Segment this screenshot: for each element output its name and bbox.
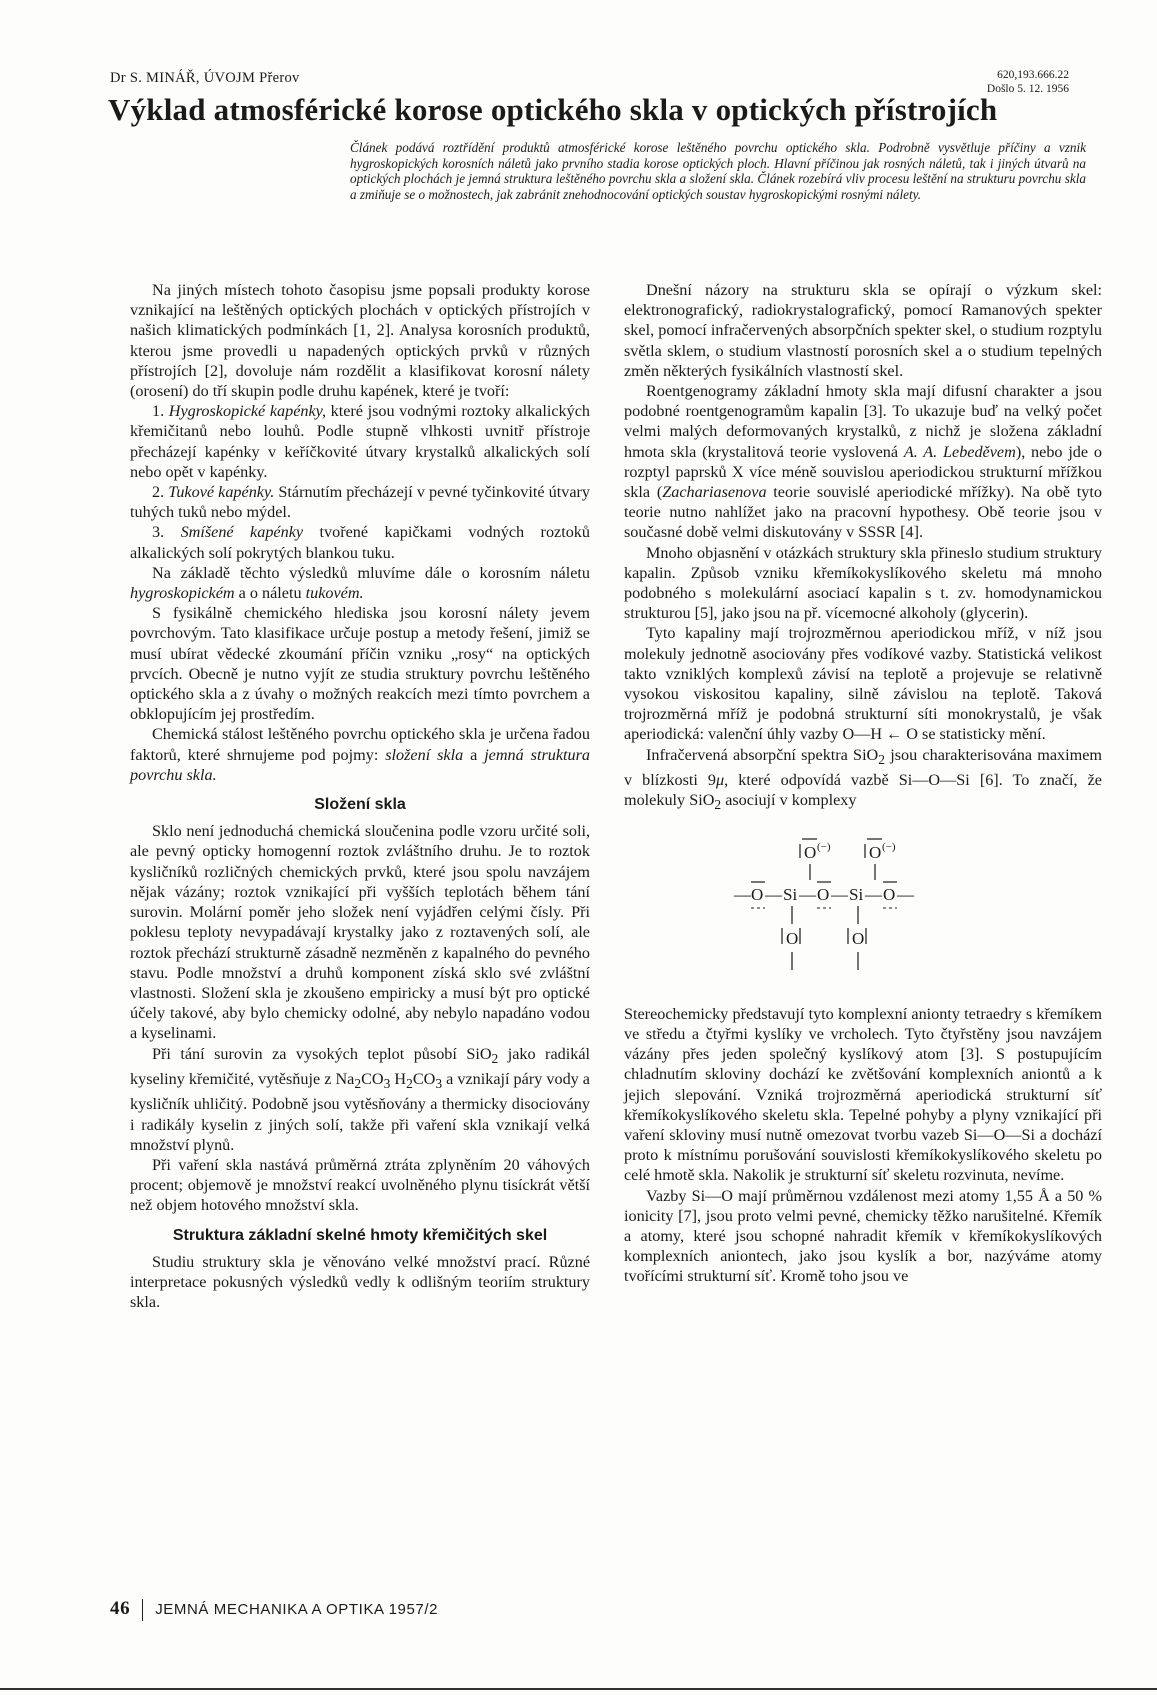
formula-atom: Si: [849, 884, 864, 904]
list-item: 3. Smíšené kapénky tvořené kapičkami vodných roztoků alkalických solí pokrytých blankou tuku.: [130, 523, 590, 562]
paragraph: Na základě těchto výsledků mluvíme dále o korosním náletu hygroskopickém a o náletu tukovém.: [130, 563, 590, 603]
formula-charge: (−): [882, 840, 896, 853]
formula-atom: O: [817, 884, 830, 904]
formula-atom: O: [883, 884, 896, 904]
paragraph: S fysikálně chemického hlediska jsou korosní nálety jevem povrchovým. Tato klasifikace určuje postup a metody řešení, jimiž se musí ubírat vědecké zkoumání příčin vzniku „rosy“ na optických prvcích. Obecně je nutno vyjít ze studia struktury povrchu leštěného optického skla a z úvahy o možných reakcích mezi tímto povrchem a obklopujícím jej prostředím.: [130, 604, 590, 724]
paragraph: Chemická stálost leštěného povrchu optického skla je určena řadou faktorů, které shrnujeme pod pojmy: složení skla a jemná struktura povrchu skla.: [130, 725, 591, 784]
author-line: Dr S. MINÁŘ, ÚVOJM Přerov: [110, 70, 300, 86]
formula-bond: —: [865, 884, 882, 904]
page-number: 46: [110, 1598, 131, 1619]
paragraph: Dnešní názory na strukturu skla se opírají o výzkum skel: elektronografický, radiokrystalografický, pomocí Ramanových spekter skel, pomocí infračervených absorpčních spekter skel, o studium rozptylu světla sklem, o studium vlastností porosních skel a o studium tepelných změn některých fysikálních vlastností skel.: [624, 281, 1102, 380]
formula-atom: Si: [783, 884, 798, 904]
left-column: [130, 280, 590, 1312]
paragraph: Při tání surovin za vysokých teplot působí SiO$_2$ jako radikál kyseliny křemičité, vytěsňuje z $Na_2CO_3$ $H_2CO_3$ a vznikají páry vody a kysličník uhličitý. Podobně jsou vytěsňovány a thermicky disociovány i radikály kyselin z jiných solí, takže při vaření skla vznikají velká množství plynů.: [130, 1044, 590, 1154]
paragraph: Na jiných místech tohoto časopisu jsme popsali produkty korose vznikající na leštěných optických plochách v optických přístrojích v našich klimatických podmínkách [1, 2]. Analysa korosních produktů, kterou jsme provedli u napadených optických prvků v různých přístrojích [2], dovoluje nám rozdělit a klasifikovat korosní nálety (orosení) do tří skupin podle druhu kapének, které je tvoří:: [130, 281, 590, 401]
section-heading: Struktura základní skelné hmoty křemičitých skel: [172, 1226, 548, 1244]
formula-charge: (−): [817, 840, 831, 853]
article-title: Výklad atmosférické korose optického skla v optických přístrojích: [108, 92, 998, 127]
footer-divider: [142, 1599, 143, 1621]
formula-atom: O: [852, 928, 865, 948]
formula-bond: —: [734, 884, 751, 904]
formula-atom: O: [804, 842, 817, 862]
paragraph: Infračervená absorpční spektra SiO$_2$ jsou charakterisována maximem v blízkosti 9μ, které odpovídá vazbě Si—O—Si [6]. To značí, že molekuly SiO$_2$ asociují v komplexy: [624, 745, 1103, 813]
list-item: 2. Tukové kapénky. Stárnutím přecházejí v pevné tyčinkovité útvary tuhých tuků nebo mýdel.: [130, 483, 590, 522]
formula-atom: O: [751, 884, 764, 904]
paragraph: Studiu struktury skla je věnováno velké množství prací. Různé interpretace pokusných výsledků vedly k odlišným teoriím struktury skla.: [130, 1252, 590, 1312]
paragraph: Stereochemicky představují tyto komplexní anionty tetraedry s křemíkem ve středu a čtyřmi kyslíky ve vrcholech. Tyto čtyřstěny jsou navzájem vázány přes jeden společný kyslíkový atom [3]. S postupujícím chladnutím skloviny dochází ke zvětšování komplexních aniontů a k jejich slepování. Vzniká trojrozměrná aperiodická strukturní síť křemíkokyslíkového skeletu skla. Tepelné pohyby a plyny vznikající při vaření skloviny musí nutně omezovat tvorbu vazeb Si—O—Si a dochází proto k místnímu porušování souvislosti křemíkokyslíkového skeletu po celé hmotě skla. Nakolik je strukturní síť skeletu rozvinuta, nevíme.: [624, 1004, 1102, 1185]
formula-atom: O: [869, 842, 882, 862]
formula-bond: —: [799, 884, 816, 904]
formula-bond: —: [765, 884, 782, 904]
paragraph: Při vaření skla nastává průměrná ztráta zplyněním 20 váhových procent; objemově je množství reakcí uvolněného plynu tisíckrát větší než objem hotového množství skla.: [130, 1156, 590, 1215]
paragraph: Roentgenogramy základní hmoty skla mají difusní charakter a jsou podobné roentgenogramům kapalin [3]. To ukazuje buď na velký počet velmi malých deformovaných krystalků, z nichž je složena základní hmota skla (krystalitová teorie vyslovená A. A. Lebeděvem), nebo jde o rozptyl paprsků X více méně souvislou aperiodickou strukturní mřížkou skla (Zachariasenova teorie souvislé aperiodické mřížky). Na obě tyto teorie nutno nahlížet jako na pracovní hypothesy. Obě teorie jsou v současné době velmi diskutovány v SSSR [4].: [624, 382, 1102, 542]
paragraph: Tyto kapaliny mají trojrozměrnou aperiodickou mříž, v níž jsou molekuly jednotně asociovány přes vodíkové vazby. Statistická velikost takto vzniklých komplexů závisí na teplotě a projevuje se relativně vysokou viskositou kapaliny, silně závislou na teplotě. Taková trojrozměrná mříž je podobná strukturní síti monokrystalů, je však aperiodická: valenční úhly vazby O—H ← O se statisticky mění.: [624, 624, 1102, 744]
bottom-rule: [0, 1688, 1157, 1690]
right-column: [624, 280, 1102, 1287]
section-heading: Složení skla: [314, 796, 406, 814]
list-item: 1. Hygroskopické kapénky, které jsou vodnými roztoky alkalických křemičitanů nebo louhů. Podle stupně vlhkosti uvnitř přístroje přecházejí kapénky v keříčkovité útvary krystalků alkalických solí nebo opět v kapénky.: [130, 402, 590, 481]
page-footer: [110, 1598, 438, 1621]
paragraph: Mnoho objasnění v otázkách struktury skla přineslo studium struktury kapalin. Způsob vzniku křemíkokyslíkového skeletu má mnoho podobného s molekulární asociací kapalin s t. zv. homodynamickou strukturou [5], jako jsou na př. vícemocné alkoholy (glycerin).: [624, 543, 1102, 623]
silicate-structure-formula: [624, 820, 1102, 998]
formula-bond: —: [831, 884, 848, 904]
journal-name: JEMNÁ MECHANIKA A OPTIKA 1957/2: [155, 1601, 439, 1618]
paragraph: Sklo není jednoduchá chemická sloučenina podle vzoru určité soli, ale pevný opticky homogenní roztok zvláštního druhu. Je to roztok kysličníků rozličných chemických prvků, které jsou spolu navzájem nějak vázány; roztok vznikající při vyšších teplotách během tání surovin. Molární poměr jeho složek není vyjádřen celými čísly. Při poklesu teploty nevypadávají krystalky jako z roztavených solí, ale roztok přechází strukturně zásadně nezměněn z kapalného do pevného stavu. Podle množství a druhů komponent získá sklo své zvláštní vlastnosti. Složení skla je zkoušeno empiricky a musí být pro optické účely takové, aby bylo chemicky odolné, aby nebylo napadáno vodou a kyselinami.: [130, 822, 590, 1043]
formula-svg: [624, 820, 1102, 998]
classification-code: 620,193.666.22: [997, 69, 1069, 81]
received-date: Došlo 5. 12. 1956: [986, 83, 1069, 95]
formula-bond: —: [897, 884, 914, 904]
article-abstract: Článek podává roztřídění produktů atmosférické korose leštěného povrchu optického skla. Podrobně vysvětluje příčiny a vznik hygroskopických korosních náletů jako prvního stadia korose optických ploch. Hlavní příčinou jak rosných náletů, tak i jiných útvarů na optických plochách je jemná struktura leštěného povrchu skla a složení skla. Článek rozebírá vliv procesu leštění na strukturu povrchu skla a zmiňuje se o možnostech, jak zabránit znehodnocování optických soustav hygroskopickými rosnými nálety.: [350, 140, 1086, 202]
formula-atom: O: [786, 928, 799, 948]
paragraph: Vazby Si—O mají průměrnou vzdálenost mezi atomy 1,55 Å a 50 % ionicity [7], jsou proto velmi pevné, chemicky těžko narušitelné. Křemík a atomy, které jsou schopné nahradit křemík v křemíkokyslíkových komplexních aniontech, jako jsou kyslík a bor, nazýváme atomy tvořícími strukturní síť. Kromě toho jsou ve: [624, 1186, 1102, 1286]
